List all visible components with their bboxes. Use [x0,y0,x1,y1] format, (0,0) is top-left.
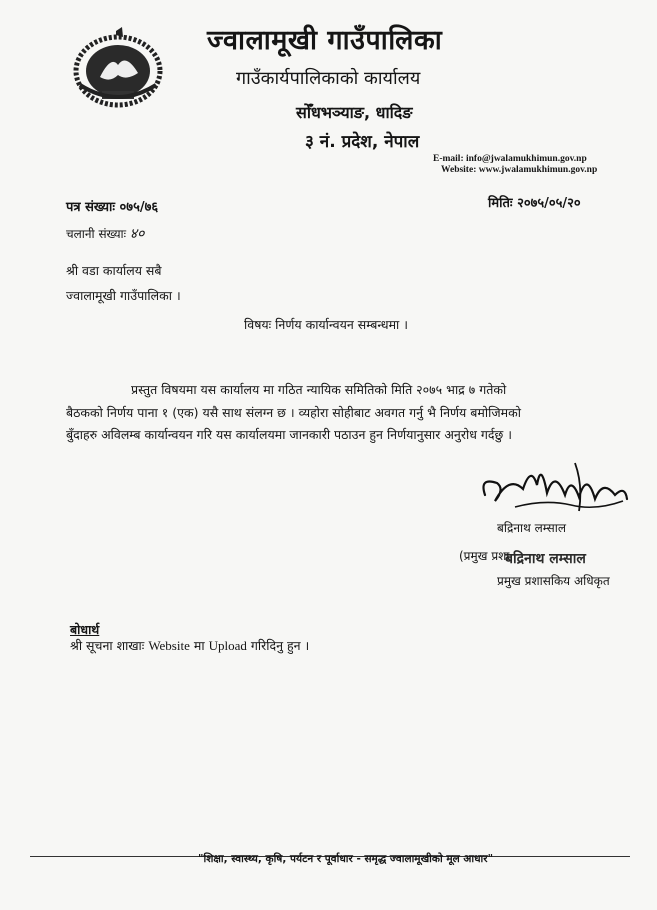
stamp-name: बद्रिनाथ लम्साल [505,551,586,567]
chalani-label: चलानी संख्याः [66,227,127,241]
body-line-2: बैठकको निर्णय पाना १ (एक) यसै साथ संलग्न छ । व्यहोरा सोहीबाट अवगत गर्नु भै निर्णय बमोजिमको [66,405,521,420]
chalani-number [66,224,144,243]
email-line: E-mail: info@jwalamukhimun.gov.np [433,154,587,164]
cc-upload-word: Upload [208,638,247,653]
body-line-1: प्रस्तुत विषयमा यस कार्यालय मा गठित न्यायिक समितिको मिति २०७५ भाद्र ७ गतेको [131,382,507,397]
signatory-title-partial: (प्रमुख प्रशा [459,549,510,563]
office-address: सोँधभञ्याङ, धादिङ [296,103,413,122]
nepal-emblem-icon [66,25,170,111]
website-line: Website: www.jwalamukhimun.gov.np [441,165,598,175]
cc-ma: मा [193,638,205,653]
body-line-3: बुँदाहरु अविलम्ब कार्यान्वयन गरि यस कार्यालयमा जानकारी पठाउन हुन निर्णयानुसार अनुरोध गर्दछु । [66,427,513,442]
cc-suffix: गरिदिनु हुन । [250,638,310,653]
municipality-title: ज्वालामूखी गाउँपालिका [207,25,443,56]
chalani-value: ४० [129,226,145,242]
office-name: गाउँकार्यपालिकाको कार्यालय [236,68,421,89]
letter-date [488,193,581,211]
recipient-line-2: ज्वालामूखी गाउँपालिका । [66,288,181,303]
miti-value: २०७५/०५/२० [517,196,581,211]
patra-value: ०७५/७६ [119,200,159,215]
miti-label: मितिः [488,196,513,211]
cc-line [70,637,309,654]
subject-line: विषयः निर्णय कार्यान्वयन सम्बन्धमा । [244,317,408,332]
recipient-line-1: श्री वडा कार्यालय सबै [66,263,162,278]
cc-heading: बोधार्थ [70,622,100,637]
patra-label: पत्र संख्याः [66,200,116,215]
province-line: ३ नं. प्रदेश, नेपाल [305,132,420,152]
cc-prefix: श्री सूचना शाखाः [70,638,145,653]
patra-number [66,197,158,215]
footer-motto: "शिक्षा, स्वास्थ्य, कृषि, पर्यटन र पूर्वाधार - समृद्ध ज्वालामूखीको मूल आधार" [198,853,494,865]
signatory-name: बद्रिनाथ लम्साल [497,521,566,535]
signature-icon [475,455,635,525]
cc-website-word: Website [148,638,190,653]
stamp-title: प्रमुख प्रशासकिय अधिकृत [497,574,610,588]
